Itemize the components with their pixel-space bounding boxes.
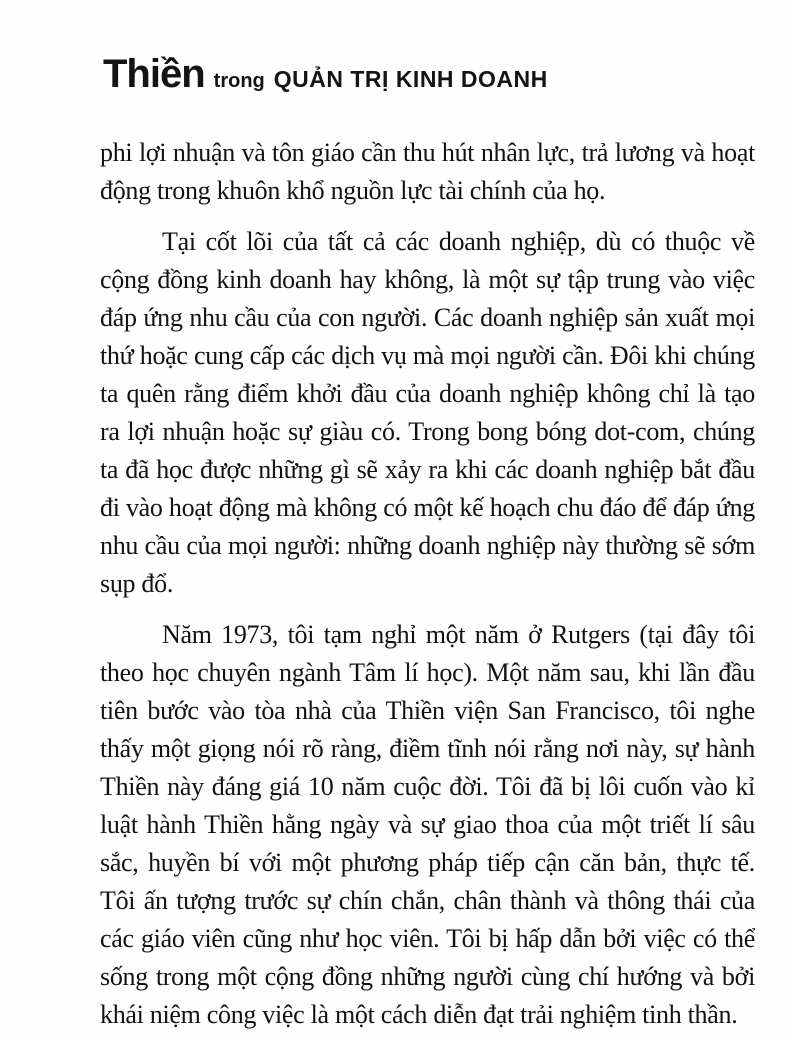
paragraph-1973-rutgers: Năm 1973, tôi tạm nghỉ một năm ở Rutgers (tại đây tôi theo học chuyên ngành Tâm lí học). Một năm sau, khi lần đầu tiên bước vào tòa nhà của Thiền viện San Francisco, tôi nghe thấy một giọng nói rõ ràng, điềm tĩnh nói rằng nơi này, sự hành Thiền này đáng giá 10 năm cuộc đời. Tôi đã bị lôi cuốn vào kỉ luật hành Thiền hằng ngày và sự giao thoa của một triết lí sâu sắc, huyền bí với một phương pháp tiếp cận căn bản, thực tế. Tôi ấn tượng trước sự chín chắn, chân thành và thông thái của các giáo viên cũng như học viên. Tôi bị hấp dẫn bởi việc có thể sống trong một cộng đồng những người cùng chí hướng và bởi khái niệm công việc là một cách diễn đạt trải nghiệm tinh thần. — [100, 620, 755, 1029]
paragraph-continuation: phi lợi nhuận và tôn giáo cần thu hút nhân lực, trả lương và hoạt động trong khuôn khổ nguồn lực tài chính của họ. — [100, 138, 755, 205]
paragraph-core-of-business: Tại cốt lõi của tất cả các doanh nghiệp, dù có thuộc về cộng đồng kinh doanh hay không, là một sự tập trung vào việc đáp ứng nhu cầu của con người. Các doanh nghiệp sản xuất mọi thứ hoặc cung cấp các dịch vụ mà mọi người cần. Đôi khi chúng ta quên rằng điểm khởi đầu của doanh nghiệp không chỉ là tạo ra lợi nhuận hoặc sự giàu có. Trong bong bóng dot-com, chúng ta đã học được những gì sẽ xảy ra khi các doanh nghiệp bắt đầu đi vào hoạt động mà không có một kế hoạch chu đáo để đáp ứng nhu cầu của mọi người: những doanh nghiệp này thường sẽ sớm sụp đổ. — [100, 227, 755, 598]
header-title-main: Thiền — [103, 52, 205, 96]
header-title-connector: trong — [213, 70, 265, 92]
running-header — [103, 54, 548, 94]
page-body-text — [100, 134, 755, 1040]
header-title-rest: QUẢN TRỊ KINH DOANH — [273, 66, 548, 92]
